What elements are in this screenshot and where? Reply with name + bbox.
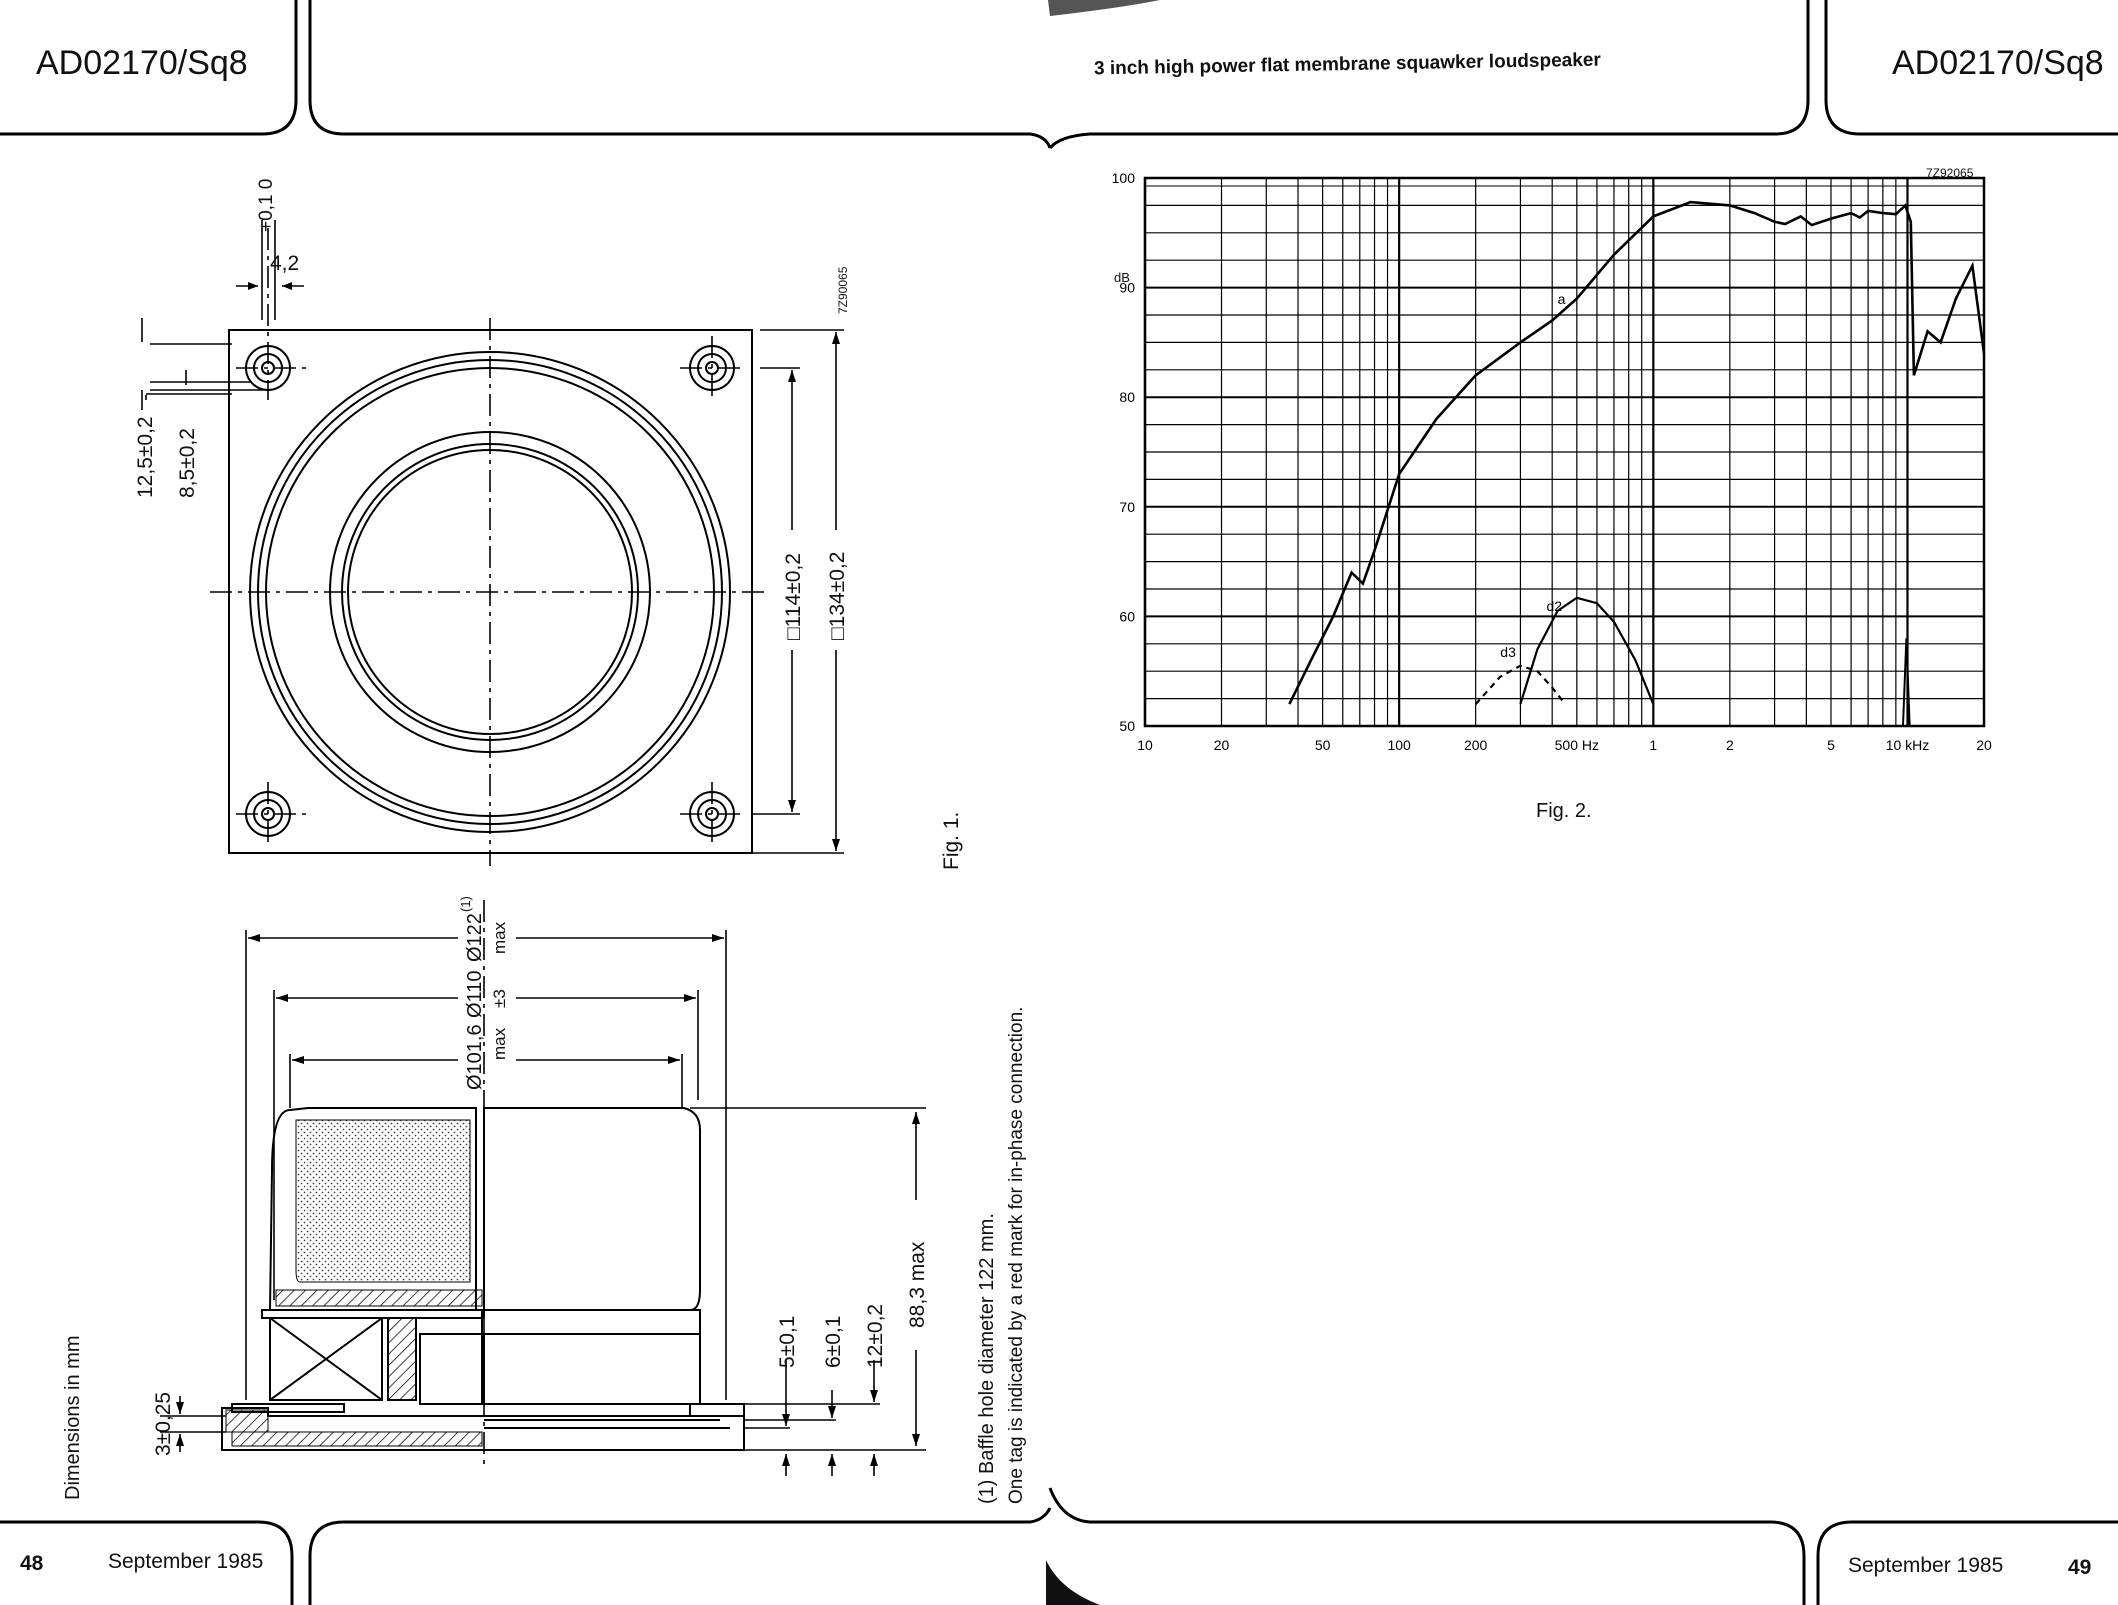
series-label-d3: d3 <box>1500 643 1516 660</box>
dim-height-6: 6±0,1 <box>822 1315 845 1368</box>
dim-height-12: 12±0,2 <box>864 1303 887 1368</box>
right-header-code: AD02170/Sq8 <box>1892 44 2104 82</box>
left-footer-date: September 1985 <box>108 1550 264 1573</box>
right-footer-date: September 1985 <box>1848 1554 2004 1577</box>
x-tick-label: 100 <box>1387 737 1411 753</box>
x-tick-label: 10 <box>1137 737 1153 753</box>
y-tick-label: 90 <box>1119 279 1135 296</box>
fig2-caption: Fig. 2. <box>1536 800 1592 822</box>
note-baffle: (1) Baffle hole diameter 122 mm. <box>976 1213 998 1504</box>
x-tick-label: 500 Hz <box>1554 737 1599 753</box>
fig1-id: 7Z90065 <box>836 266 850 314</box>
dim-d122: Ø122 <box>464 913 486 962</box>
units-note: Dimensions in mm <box>62 1335 84 1500</box>
series-d2 <box>1520 598 1653 704</box>
dim-square-114: □114±0,2 <box>782 553 805 640</box>
y-tick-label: 50 <box>1119 718 1135 734</box>
x-tick-label: 1 <box>1649 737 1658 753</box>
left-header-code: AD02170/Sq8 <box>36 44 248 82</box>
right-page-number: 49 <box>2068 1556 2092 1579</box>
dim-d122-note: (1) <box>458 896 473 912</box>
dim-d1016-sub: max <box>490 1027 509 1060</box>
dim-offset-8-5: 8,5±0,2 <box>176 428 199 498</box>
dim-hole-tol: +0,1 0 <box>256 178 277 232</box>
x-tick-label: 2 <box>1725 737 1734 753</box>
dim-square-134: □134±0,2 <box>826 551 849 640</box>
x-tick-label: 20 <box>1976 737 1992 753</box>
y-tick-label: 60 <box>1119 608 1135 625</box>
dim-d110-sub: ±3 <box>490 989 509 1008</box>
series-label-d2: d2 <box>1546 597 1563 614</box>
fig2-id: 7Z92065 <box>1926 166 1974 180</box>
fig1-caption: Fig. 1. <box>940 811 963 870</box>
series-a <box>1289 202 1984 704</box>
y-tick-label: 100 <box>1111 170 1135 186</box>
x-tick-label: 10 kHz <box>1885 737 1930 753</box>
x-tick-label: 20 <box>1213 737 1230 753</box>
series-label-a: a <box>1557 291 1566 308</box>
right-title: 3 inch high power flat membrane squawker loudspeaker <box>1093 49 1601 80</box>
dim-d1016: Ø101,6 <box>464 1024 486 1090</box>
dim-height-88-3: 88,3 max <box>906 1241 929 1328</box>
dim-height-3: 3±0,25 <box>152 1391 175 1456</box>
dim-hole: 4,2 <box>270 252 300 275</box>
dim-d122-sub: max <box>490 921 509 954</box>
y-axis-unit: dB <box>1114 270 1130 285</box>
x-tick-label: 200 <box>1463 737 1488 753</box>
dim-d110: Ø110 <box>464 970 486 1018</box>
dim-offset-12-5: 12,5±0,2 <box>134 416 157 498</box>
x-tick-label: 50 <box>1314 737 1331 753</box>
note-red-mark: One tag is indicated by a red mark for in-phase connection. <box>1006 1006 1027 1504</box>
y-tick-label: 70 <box>1119 498 1135 515</box>
x-tick-label: 5 <box>1827 737 1835 753</box>
dim-height-5: 5±0,1 <box>776 1315 799 1368</box>
series-a-hf-spike <box>1903 638 1910 726</box>
y-tick-label: 80 <box>1119 389 1135 406</box>
left-page-number: 48 <box>20 1552 44 1575</box>
